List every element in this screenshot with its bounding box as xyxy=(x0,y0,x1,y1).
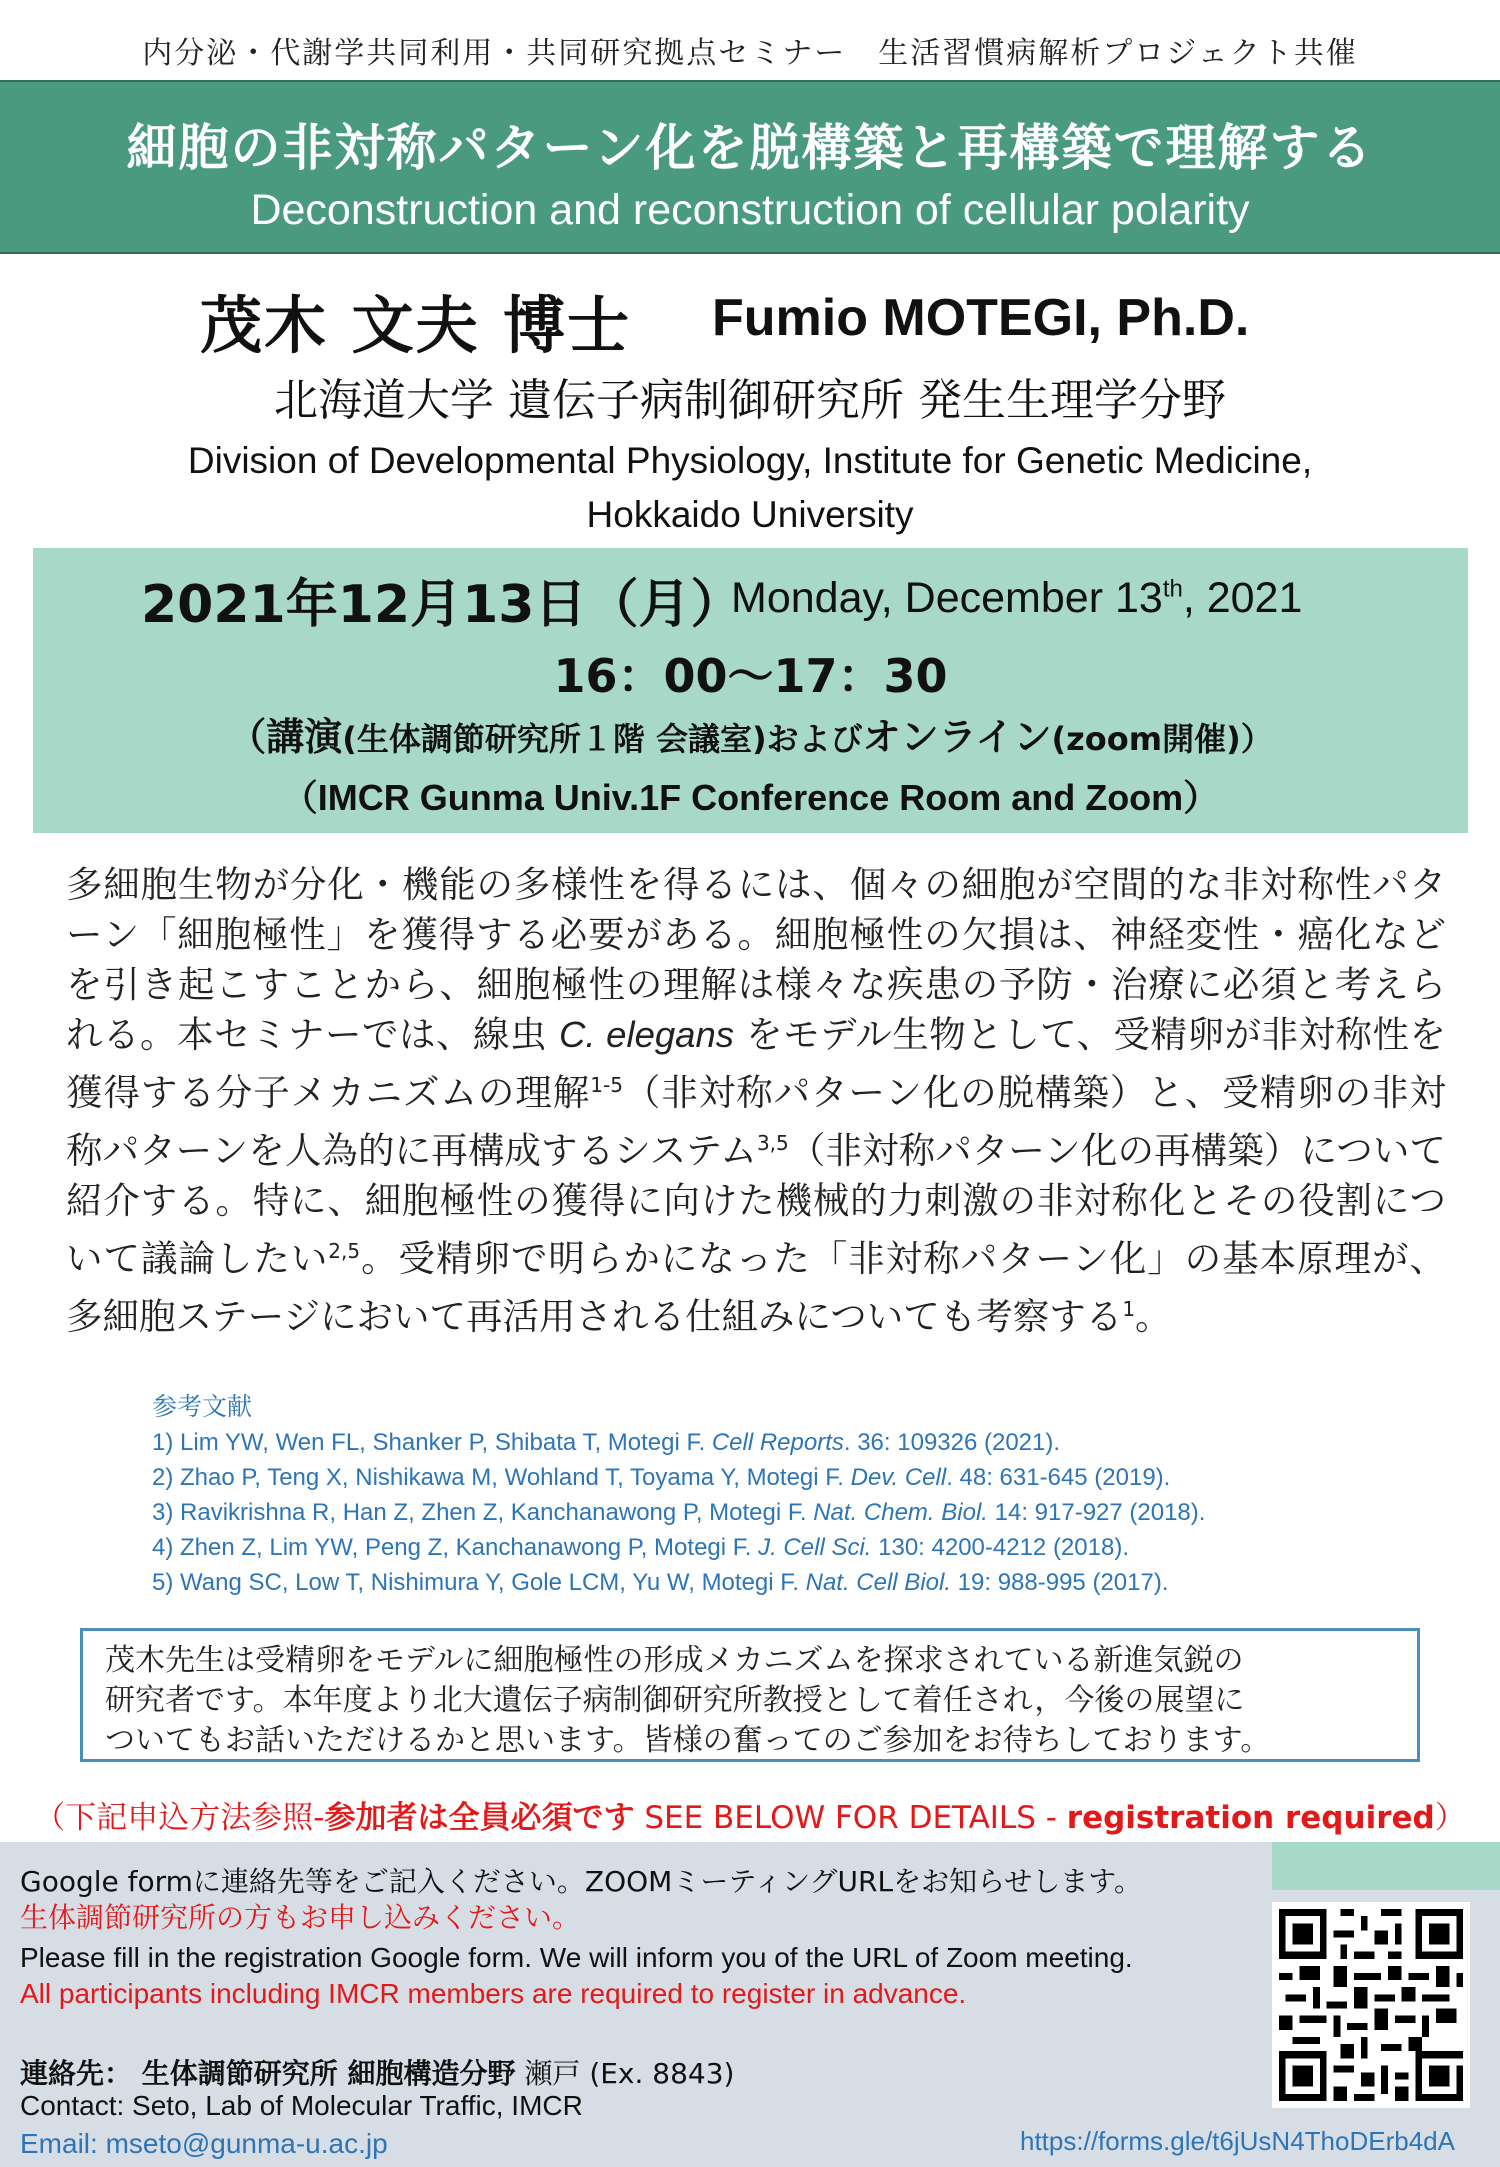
registration-panel xyxy=(0,1842,1500,2167)
host-note-box xyxy=(80,1628,1420,1762)
reference-item: 5) Wang SC, Low T, Nishimura Y, Gole LCM, Yu W, Motegi F. Nat. Cell Biol. 19: 988-995 (2017). xyxy=(152,1569,1169,1596)
registration-english-note: All participants including IMCR members are required to register in advance. xyxy=(20,1978,967,2009)
reference-item: 4) Zhen Z, Lim YW, Peng Z, Kanchanawong P, Motegi F. J. Cell Sci. 130: 4200-4212 (2018). xyxy=(152,1534,1129,1561)
affiliation-japanese: 北海道大学 遺伝子病制御研究所 発生生理学分野 xyxy=(274,375,1226,426)
reference-item: 2) Zhao P, Teng X, Nishikawa M, Wohland T, Toyama Y, Motegi F. Dev. Cell. 48: 631-645 (2019). xyxy=(152,1464,1171,1491)
registration-english: Please fill in the registration Google form. We will inform you of the URL of Zoom meeting. xyxy=(20,1942,1133,1973)
contact-english: Contact: Seto, Lab of Molecular Traffic, IMCR xyxy=(20,2090,583,2121)
contact-email[interactable]: Email: mseto@gunma-u.ac.jp xyxy=(20,2128,388,2159)
title-japanese: 細胞の非対称パターン化を脱構築と再構築で理解する xyxy=(126,119,1374,177)
reference-item: 1) Lim YW, Wen FL, Shanker P, Shibata T, Motegi F. Cell Reports. 36: 109326 (2021). xyxy=(152,1429,1061,1456)
registration-accent xyxy=(1272,1842,1500,1890)
date-japanese: 2021年12月13日（月） xyxy=(141,575,743,635)
host-note-line: 茂木先生は受精卵をモデルに細胞極性の形成メカニズムを探求されている新進気鋭の xyxy=(105,1643,1244,1678)
registration-japanese: Google formに連絡先等をご記入ください。ZOOMミーティングURLをお知らせします。 xyxy=(20,1865,1143,1898)
references-section xyxy=(152,1390,1452,1600)
affiliation-english-line1: Division of Developmental Physiology, Institute for Genetic Medicine, xyxy=(187,440,1313,481)
host-note-line: 研究者です。本年度より北大遺伝子病制御研究所教授として着任され，今後の展望に xyxy=(105,1683,1245,1718)
abstract-text: 多細胞生物が分化・機能の多様性を得るには、個々の細胞が空間的な非対称性パターン「細胞極性」を獲得する必要がある。細胞極性の欠損は、神経変性・癌化などを引き起こすことから、細胞極性の理解は様々な疾患の予防・治療に必須と考えられる。本セミナーでは、線虫 C. elegans をモデル生物として、受精卵が非対称性を獲得する分子メカニズムの理解$^{1-5}$（非対称パターン化の脱構築）と、受精卵の非対称パターンを人為的に再構成するシステム$^{3,5}$（非対称パターン化の再構築）について紹介する。特に、細胞極性の獲得に向けた機械的力刺激の非対称化とその役割について議論したい$^{2,5}$。受精卵で明らかになった「非対称パターン化」の基本原理が、多細胞ステージにおいて再活用される仕組みについても考察する$^1$。 xyxy=(66,863,1447,1339)
registration-notice: （下記申込方法参照-参加者は全員必須です SEE BELOW FOR DETAILS - registration required） xyxy=(34,1800,1466,1836)
speaker-name-english: Fumio MOTEGI, Ph.D. xyxy=(712,289,1250,347)
event-info-band xyxy=(33,548,1468,833)
host-note-line: ついてもお話いただけるかと思います。皆様の奮ってのご参加をお待ちしております。 xyxy=(105,1723,1271,1758)
title-english: Deconstruction and reconstruction of cellular polarity xyxy=(250,186,1250,234)
event-time: 16：00～17：30 xyxy=(553,649,948,703)
qr-code-icon[interactable] xyxy=(1272,1902,1470,2108)
date-english: Monday, December 13th, 2021 xyxy=(731,574,1303,622)
contact-japanese: 連絡先： 生体調節研究所 細胞構造分野 瀬戸 (Ex. 8843) xyxy=(20,2057,735,2090)
venue-english: （IMCR Gunma Univ.1F Conference Room and Zoom） xyxy=(281,777,1220,818)
venue-japanese: （講演(生体調節研究所１階 会議室)およびオンライン(zoom開催)） xyxy=(228,715,1273,759)
seminar-series-line: 内分泌・代謝学共同利用・共同研究拠点セミナー 生活習慣病解析プロジェクト共催 xyxy=(142,36,1358,71)
registration-form-link[interactable]: https://forms.gle/t6jUsN4ThoDErb4dA xyxy=(1020,2126,1455,2156)
speaker-name-japanese: 茂木 文夫 博士 xyxy=(200,289,632,362)
registration-japanese-note: 生体調節研究所の方もお申し込みください。 xyxy=(20,1901,581,1934)
title-banner xyxy=(0,80,1500,254)
affiliation-english-line2: Hokkaido University xyxy=(586,494,914,535)
references-heading: 参考文献 xyxy=(152,1393,253,1421)
reference-item: 3) Ravikrishna R, Han Z, Zhen Z, Kanchanawong P, Motegi F. Nat. Chem. Biol. 14: 917-927 (2018). xyxy=(152,1499,1206,1526)
species-name: C. elegans xyxy=(559,1014,735,1055)
